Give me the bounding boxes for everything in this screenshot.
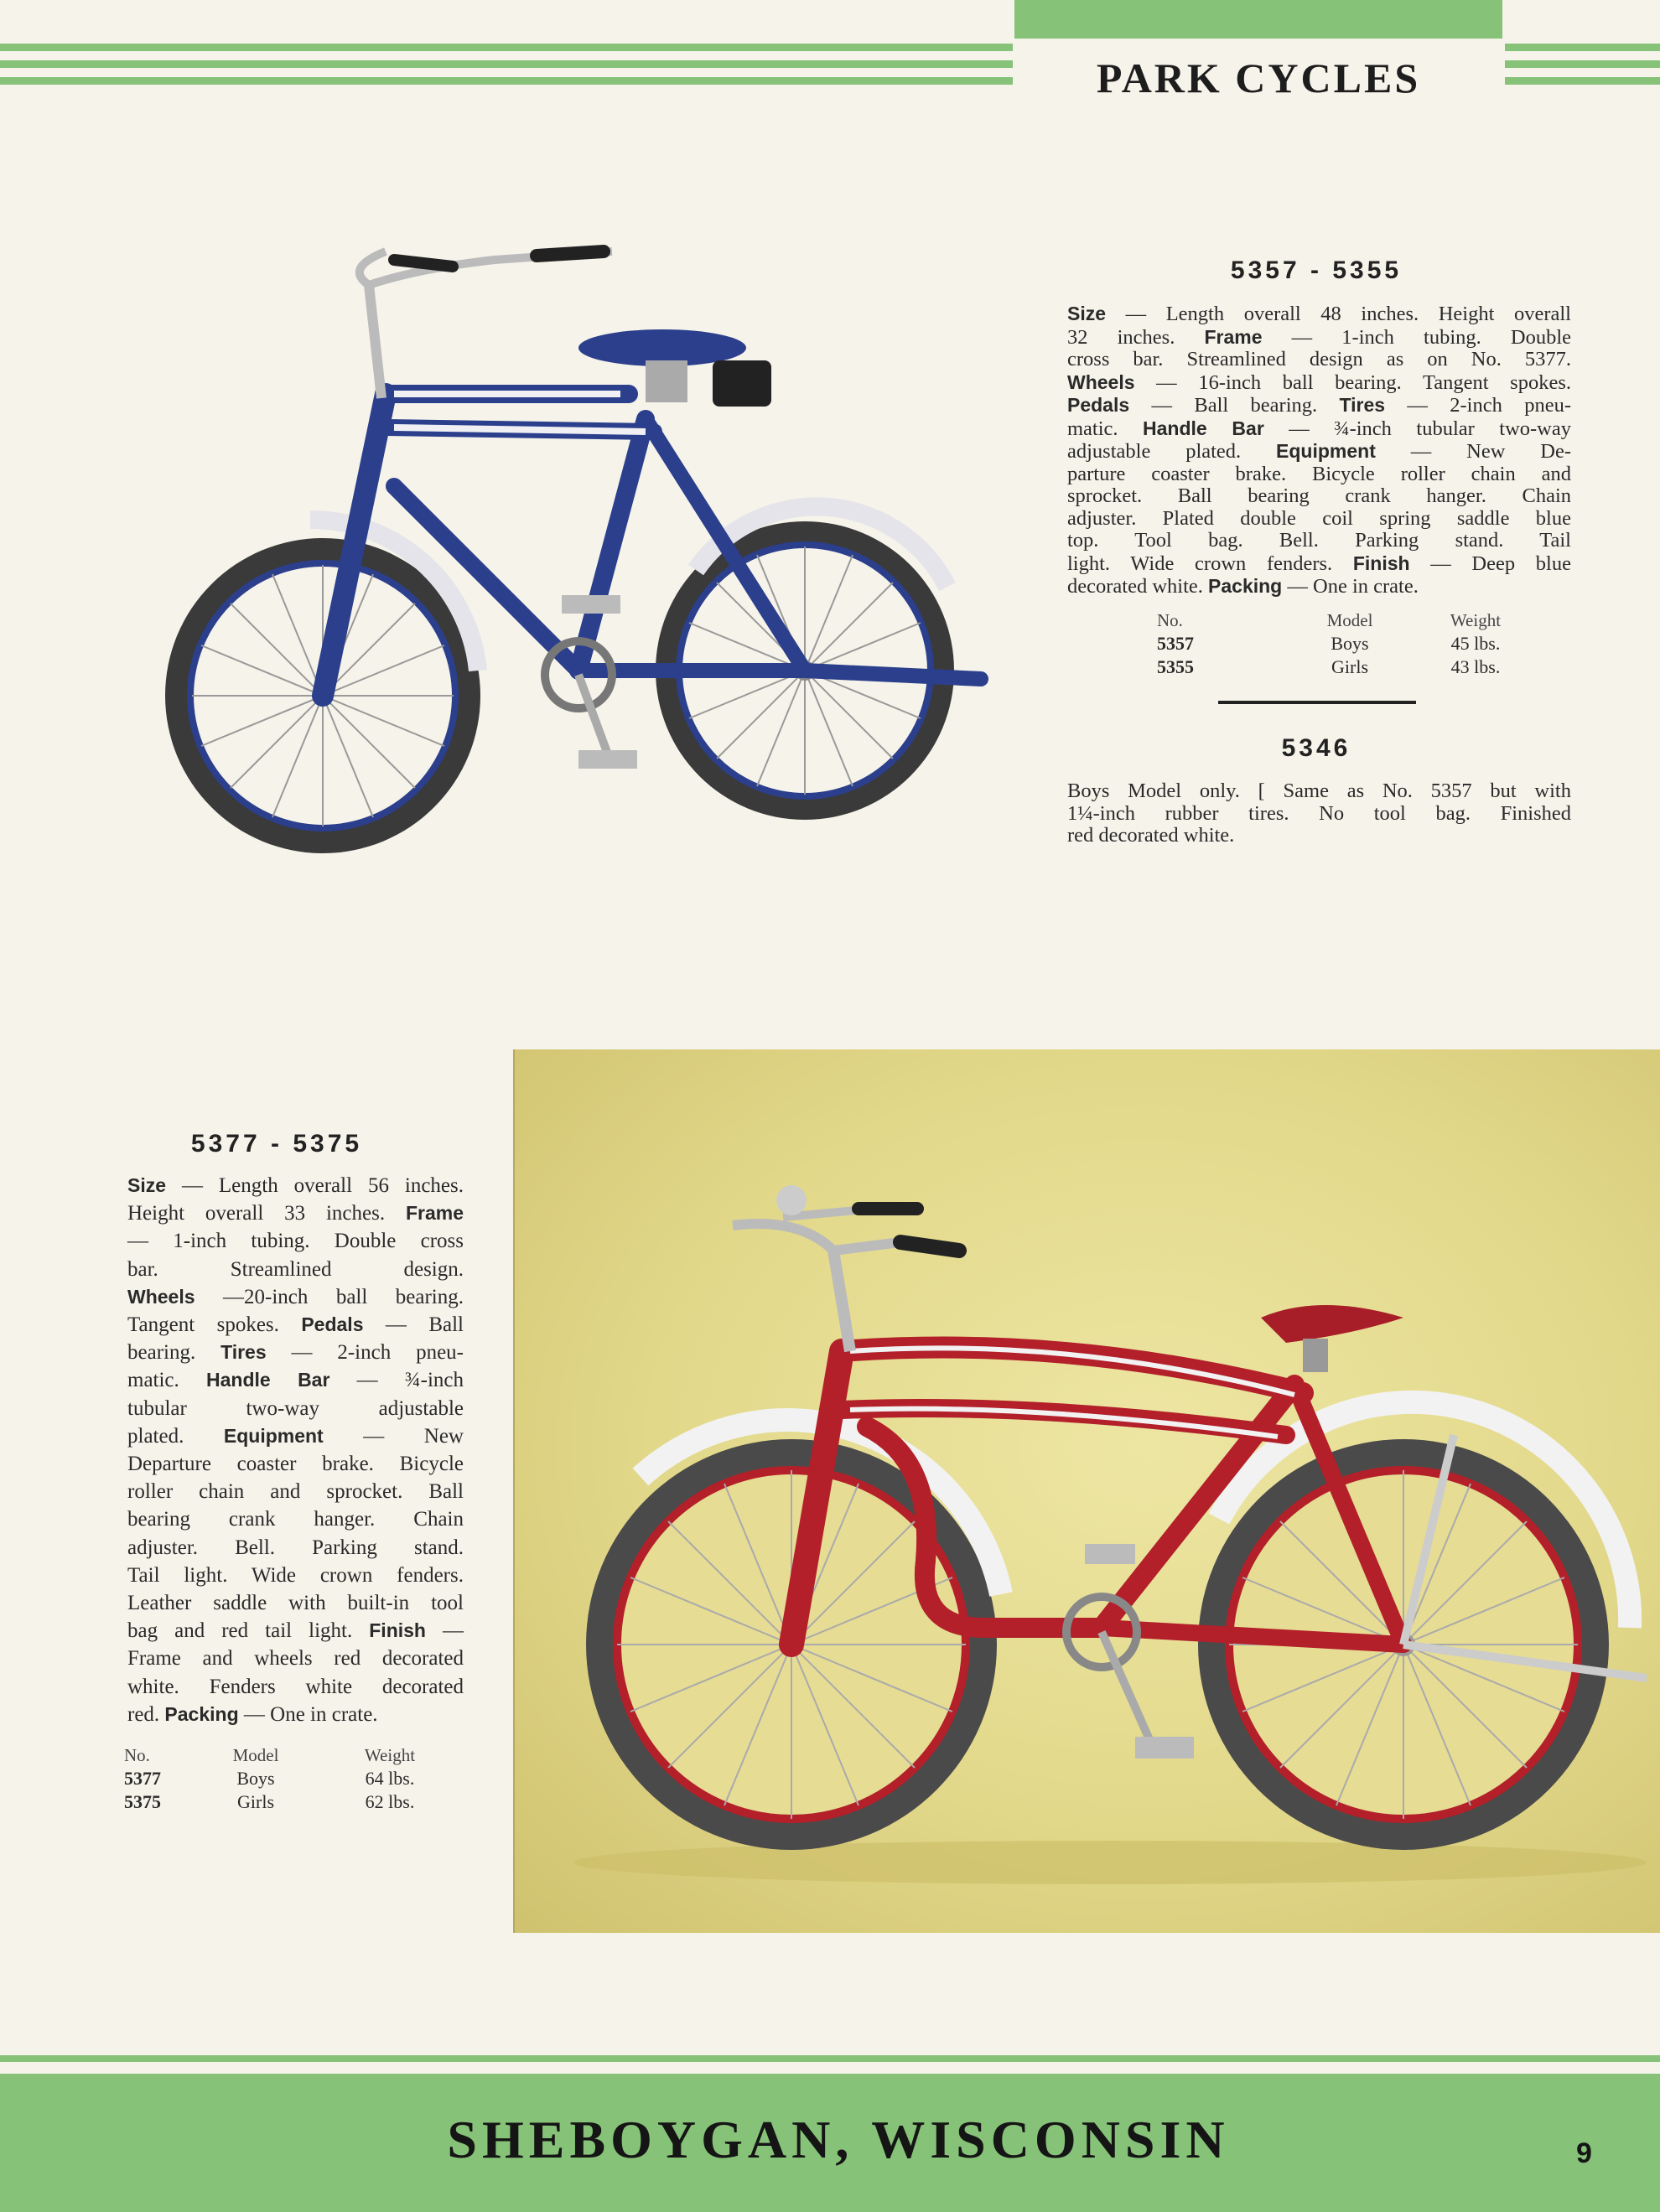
description-line — [127, 1227, 464, 1255]
spec-text: plated. — [127, 1424, 224, 1448]
model-5346-title: 5346 — [1281, 734, 1351, 762]
spec-text: — ¾-inch tubular two-way — [1263, 417, 1571, 440]
spec-text: — — [425, 1619, 464, 1643]
header-stripe — [0, 77, 1013, 85]
spec-label: Size — [127, 1174, 167, 1196]
table-row — [101, 1790, 469, 1814]
header-stripe — [1505, 77, 1660, 85]
header-stripe — [1505, 60, 1660, 68]
table-cell: 5357 — [1157, 633, 1194, 654]
description-line — [1067, 508, 1571, 531]
spec-label: Equipment — [223, 1424, 324, 1447]
page-title: PARK CYCLES — [1096, 54, 1421, 101]
spec-text: sprocket. Ball bearing crank hanger. Chain — [1067, 484, 1571, 507]
spec-label: Packing — [164, 1702, 239, 1725]
description-line — [127, 1422, 464, 1450]
footer-location: SHEBOYGAN, WISCONSIN — [447, 2110, 1230, 2169]
bike-5357-illustration — [143, 235, 1006, 855]
spec-label: Pedals — [301, 1313, 364, 1336]
description-line — [127, 1589, 464, 1617]
spec-label: Finish — [1352, 552, 1410, 574]
spec-text: — Ball bearing. — [1129, 394, 1340, 417]
description-line — [127, 1673, 464, 1701]
table-cell: Model — [1326, 609, 1373, 630]
table-header-row — [1157, 609, 1543, 632]
spec-text: decorated white. — [1067, 575, 1209, 598]
header-stripe — [0, 44, 1013, 51]
spec-text: bearing. — [127, 1341, 221, 1365]
spec-text: — Length overall 48 inches. Height overall — [1106, 303, 1571, 325]
spec-text: — Length overall 56 inches. — [166, 1174, 464, 1197]
table-row — [101, 1767, 469, 1790]
description-line — [127, 1199, 464, 1227]
table-cell: No. — [124, 1744, 150, 1765]
spec-text: Departure coaster brake. Bicycle — [127, 1453, 464, 1476]
header-green-block — [1014, 0, 1502, 39]
spec-text: bearing crank hanger. Chain — [127, 1508, 464, 1531]
description-line — [127, 1701, 464, 1728]
spec-text: parture coaster brake. Bicycle roller chain and — [1067, 462, 1571, 485]
description-line — [1067, 417, 1571, 441]
model-5357-description — [1067, 303, 1571, 598]
footer-stripe — [0, 2055, 1660, 2062]
description-line — [127, 1311, 464, 1339]
spec-text: — Ball — [363, 1313, 464, 1337]
spec-text: — 2-inch pneu- — [266, 1341, 464, 1365]
model-5346-description — [1067, 780, 1571, 847]
table-cell: Girls — [237, 1791, 274, 1812]
table-row — [1157, 632, 1543, 655]
spec-label: Pedals — [1067, 394, 1130, 416]
description-line — [1067, 485, 1571, 508]
description-line — [127, 1283, 464, 1311]
table-cell: Boys — [1331, 633, 1369, 654]
spec-text: red decorated white. — [1067, 824, 1235, 847]
spec-text: — 1-inch tubing. Double cross — [127, 1230, 464, 1253]
table-cell: 5375 — [124, 1791, 161, 1812]
description-line — [1067, 825, 1571, 847]
handlebar — [733, 1185, 959, 1351]
spec-text: adjuster. Plated double coil spring saddle blue — [1067, 506, 1571, 530]
spec-text: Frame and wheels red decorated — [127, 1647, 464, 1671]
table-cell: 5355 — [1157, 656, 1194, 677]
table-cell: 43 lbs. — [1450, 656, 1501, 677]
description-line — [127, 1645, 464, 1672]
saddle — [1261, 1305, 1403, 1372]
table-cell: Weight — [364, 1744, 416, 1765]
spec-text: cross bar. Streamlined design as on No. 5377. — [1067, 348, 1571, 370]
description-line — [127, 1450, 464, 1478]
description-line — [1067, 326, 1571, 350]
description-line — [127, 1172, 464, 1199]
spec-text: — 2-inch pneu- — [1385, 394, 1572, 417]
description-line — [127, 1339, 464, 1366]
description-line — [1067, 349, 1571, 371]
description-line — [1067, 371, 1571, 395]
description-line — [127, 1505, 464, 1533]
spec-text: Tangent spokes. — [127, 1313, 302, 1337]
spec-text: Leather saddle with built-in tool — [127, 1592, 464, 1615]
bike-5377-photo-panel — [513, 1049, 1660, 1933]
spec-text: roller chain and sprocket. Ball — [127, 1480, 464, 1504]
description-line — [1067, 803, 1571, 826]
description-line — [1067, 575, 1571, 598]
model-5377-title: 5377 - 5375 — [190, 1130, 363, 1158]
spec-text: bag and red tail light. — [127, 1619, 370, 1643]
spec-text: Boys Model only. [ Same as No. 5357 but with — [1067, 780, 1571, 802]
table-cell: 62 lbs. — [365, 1791, 415, 1812]
spec-text: — 16-inch ball bearing. Tangent spokes. — [1134, 370, 1571, 394]
spec-text: — Deep blue — [1409, 552, 1571, 575]
description-line — [1067, 780, 1571, 803]
spec-label: Handle Bar — [1143, 417, 1264, 439]
spec-text: — 1-inch tubing. Double — [1262, 325, 1572, 349]
spec-label: Packing — [1208, 575, 1283, 597]
description-line — [127, 1534, 464, 1562]
description-line — [1067, 464, 1571, 486]
spec-label: Frame — [405, 1202, 464, 1225]
description-line — [127, 1366, 464, 1394]
model-5377-spec-table — [101, 1743, 469, 1814]
table-cell: Weight — [1450, 609, 1502, 630]
description-line — [127, 1395, 464, 1422]
table-cell: 64 lbs. — [365, 1768, 415, 1789]
spec-text: top. Tool bag. Bell. Parking stand. Tail — [1067, 529, 1571, 552]
spec-label: Wheels — [127, 1285, 195, 1308]
table-cell: No. — [1157, 609, 1183, 630]
spec-label: Tires — [1339, 394, 1386, 416]
model-5357-spec-table — [1157, 609, 1543, 679]
description-line — [1067, 440, 1571, 464]
spec-text: tubular two-way adjustable — [127, 1396, 464, 1420]
spec-label: Wheels — [1067, 370, 1135, 393]
description-line — [1067, 552, 1571, 576]
spec-text: bar. Streamlined design. — [127, 1257, 464, 1281]
spec-text: — ¾-inch — [329, 1369, 464, 1392]
table-row — [1157, 655, 1543, 679]
spec-text: light. Wide crown fenders. — [1067, 552, 1353, 575]
spec-text: adjustable plated. — [1067, 440, 1277, 463]
spec-label: Frame — [1204, 325, 1263, 348]
table-cell: 5377 — [124, 1768, 161, 1789]
spec-text: white. Fenders white decorated — [127, 1675, 464, 1698]
spec-text: matic. — [127, 1369, 207, 1392]
spec-text: 1¼-inch rubber tires. No tool bag. Finished — [1067, 801, 1571, 825]
table-cell: Boys — [236, 1768, 275, 1789]
table-cell: Model — [232, 1744, 279, 1765]
spec-text: —20-inch ball bearing. — [195, 1285, 464, 1308]
model-5357-title: 5357 - 5355 — [1230, 256, 1403, 284]
table-cell: 45 lbs. — [1450, 633, 1501, 654]
spec-label: Finish — [369, 1619, 426, 1642]
description-line — [1067, 394, 1571, 417]
table-cell: Girls — [1331, 656, 1368, 677]
spec-text: adjuster. Bell. Parking stand. — [127, 1536, 464, 1559]
description-line — [127, 1617, 464, 1645]
description-line — [127, 1256, 464, 1283]
spec-text: 32 inches. — [1067, 325, 1205, 349]
description-line — [1067, 530, 1571, 552]
header-stripe — [0, 60, 1013, 68]
header-stripe — [1505, 44, 1660, 51]
spec-label: Size — [1067, 303, 1107, 324]
spec-text: — New — [323, 1424, 464, 1448]
spec-label: Tires — [220, 1341, 267, 1364]
page-number: 9 — [1576, 2137, 1592, 2169]
spec-text: — One in crate. — [1282, 575, 1419, 598]
spec-text: matic. — [1067, 417, 1144, 440]
spec-text: Height overall 33 inches. — [127, 1202, 406, 1225]
model-5377-description — [127, 1172, 464, 1728]
bike-5377-illustration — [565, 1158, 1655, 1896]
spec-label: Handle Bar — [206, 1369, 330, 1391]
table-header-row — [101, 1743, 469, 1767]
spec-text: — One in crate. — [238, 1702, 378, 1726]
description-line — [127, 1478, 464, 1505]
description-line — [1067, 303, 1571, 326]
section-divider — [1218, 701, 1416, 704]
spec-text: red. — [127, 1702, 165, 1726]
spec-text: Tail light. Wide crown fenders. — [127, 1563, 464, 1587]
handlebar — [360, 251, 612, 398]
spec-text: — New De- — [1375, 440, 1571, 463]
spec-label: Equipment — [1276, 440, 1376, 462]
description-line — [127, 1562, 464, 1589]
